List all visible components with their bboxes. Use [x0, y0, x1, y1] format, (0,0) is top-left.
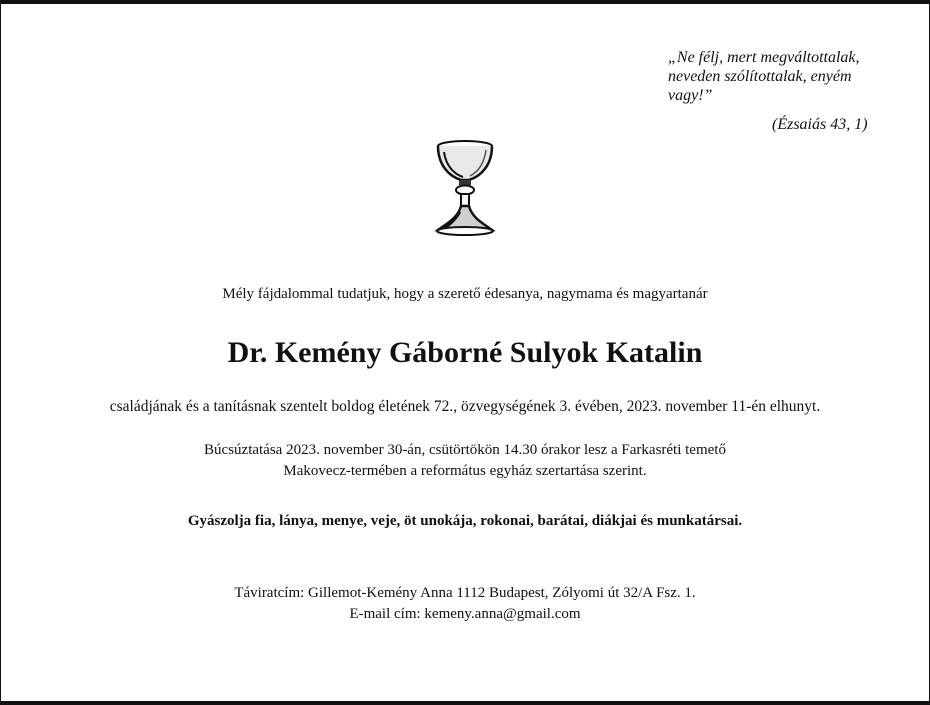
verse-reference: (Ézsaiás 43, 1)	[772, 116, 868, 133]
telegram-address: Táviratcím: Gillemot-Kemény Anna 1112 Budapest, Zólyomi út 32/A Fsz. 1.	[234, 585, 696, 601]
funeral-line-1: Búcsúztatása 2023. november 30-án, csütörtökön 14.30 órakor lesz a Farkasréti temető	[204, 442, 726, 458]
life-details: családjának és a tanításnak szentelt boldog életének 72., özvegységének 3. évében, 2023. november 11-én elhunyt.	[109, 398, 821, 415]
deceased-name: Dr. Kemény Gáborné Sulyok Katalin	[227, 336, 703, 369]
email-address: E-mail cím: kemeny.anna@gmail.com	[349, 606, 581, 622]
mourners-text: Gyászolja fia, lánya, menye, veje, öt unokája, rokonai, barátai, diákjai és munkatársai.	[187, 513, 743, 529]
verse-line-3: vagy!”	[668, 87, 713, 104]
contact-info	[0, 583, 930, 625]
verse-line-1: „Ne félj, mert megváltottalak,	[668, 49, 860, 66]
funeral-line-2: Makovecz-termében a református egyház szertartása szerint.	[283, 463, 647, 479]
verse-line-2: neveden szólítottalak, enyém	[668, 68, 852, 85]
funeral-info	[0, 440, 930, 482]
bible-verse	[668, 48, 908, 105]
chalice-icon	[430, 138, 500, 238]
intro-text: Mély fájdalommal tudatjuk, hogy a szerető édesanya, nagymama és magyartanár	[222, 286, 708, 302]
